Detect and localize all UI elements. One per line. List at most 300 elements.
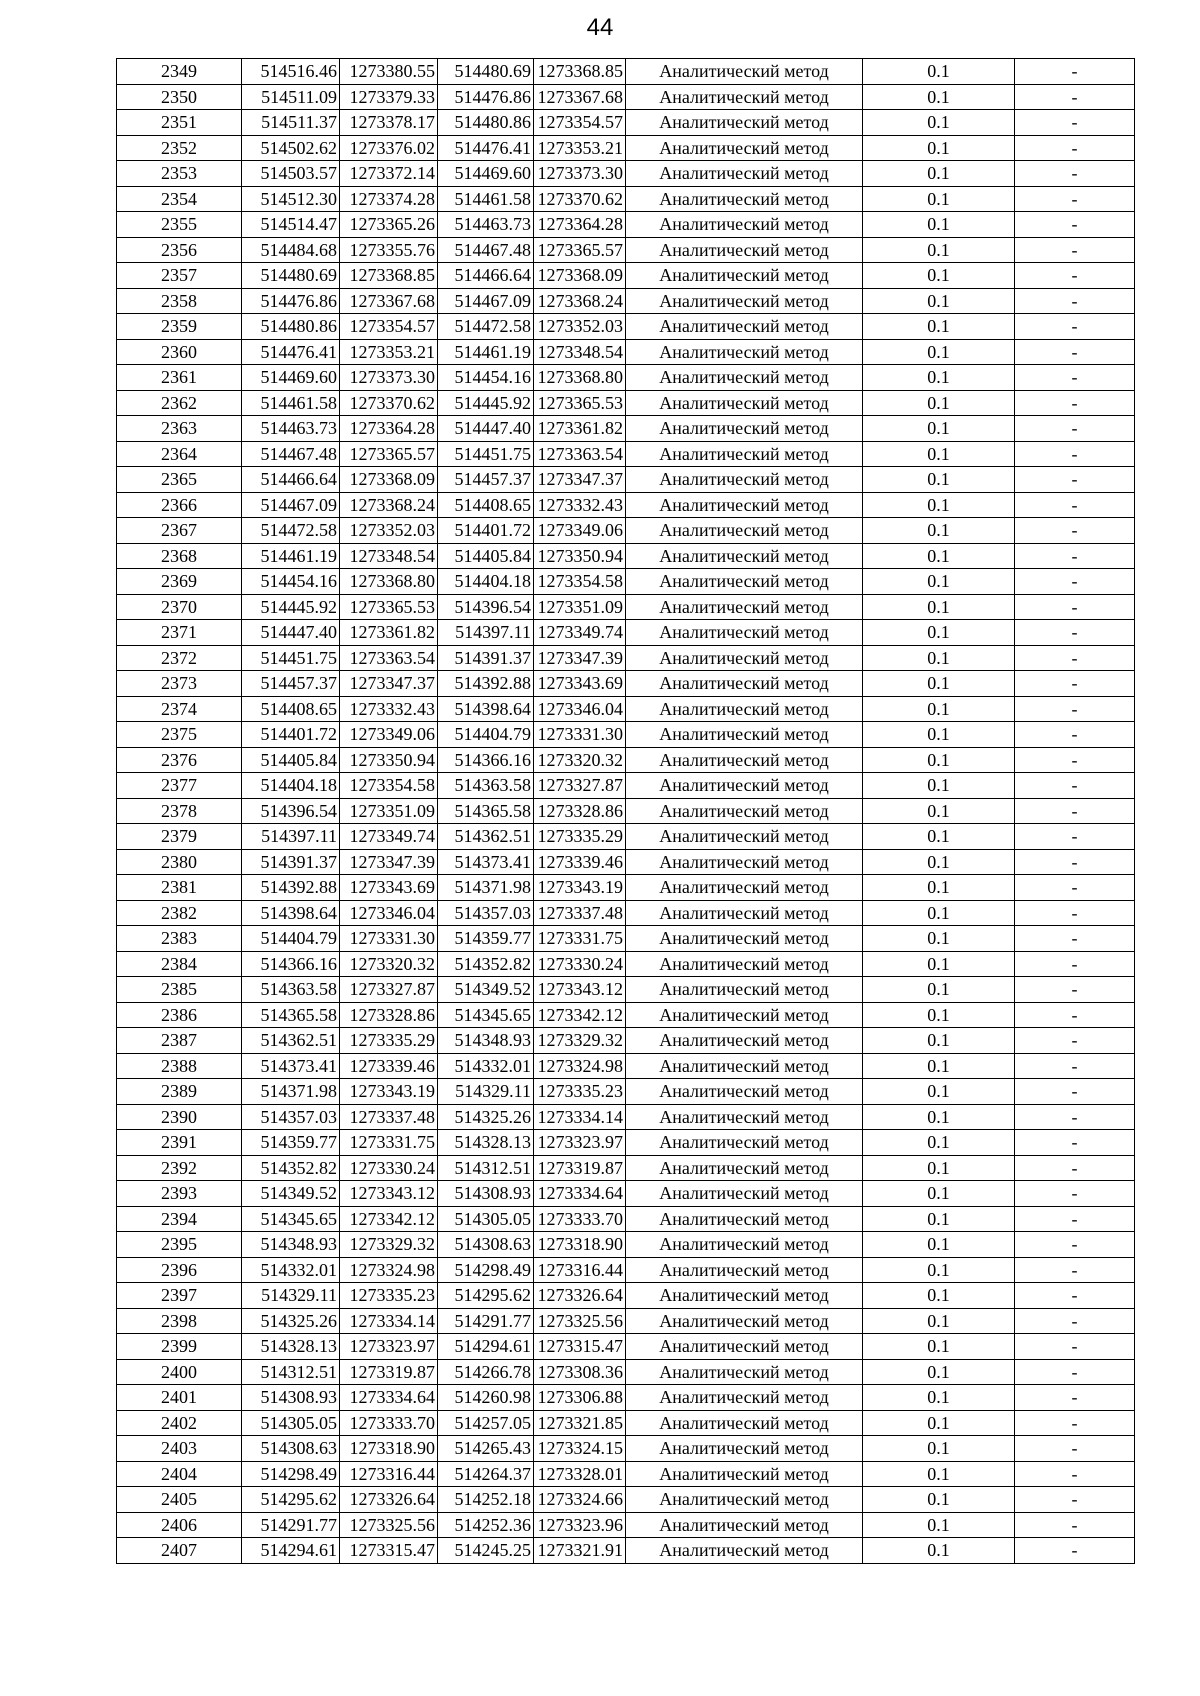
- table-row: [117, 1104, 1135, 1130]
- note-cell: -: [1015, 84, 1135, 110]
- accuracy-cell: 0.1: [863, 492, 1015, 518]
- y1-cell: 1273365.53: [340, 594, 438, 620]
- y1-cell: 1273368.85: [340, 263, 438, 289]
- method-cell: Аналитический метод: [626, 1283, 863, 1309]
- accuracy-cell: 0.1: [863, 135, 1015, 161]
- y1-cell: 1273380.55: [340, 59, 438, 85]
- y2-cell: 1273325.56: [534, 1308, 626, 1334]
- y1-cell: 1273368.09: [340, 467, 438, 493]
- table-row: [117, 390, 1135, 416]
- x2-cell: 514398.64: [438, 696, 534, 722]
- point-number-cell: 2371: [117, 620, 242, 646]
- x1-cell: 514503.57: [242, 161, 340, 187]
- method-cell: Аналитический метод: [626, 1104, 863, 1130]
- point-number-cell: 2363: [117, 416, 242, 442]
- note-cell: -: [1015, 645, 1135, 671]
- point-number-cell: 2351: [117, 110, 242, 136]
- note-cell: -: [1015, 798, 1135, 824]
- y1-cell: 1273374.28: [340, 186, 438, 212]
- accuracy-cell: 0.1: [863, 1334, 1015, 1360]
- note-cell: -: [1015, 1308, 1135, 1334]
- x2-cell: 514291.77: [438, 1308, 534, 1334]
- point-number-cell: 2379: [117, 824, 242, 850]
- table-row: [117, 467, 1135, 493]
- point-number-cell: 2407: [117, 1538, 242, 1564]
- table-row: [117, 849, 1135, 875]
- table-row: [117, 1461, 1135, 1487]
- point-number-cell: 2354: [117, 186, 242, 212]
- y1-cell: 1273347.37: [340, 671, 438, 697]
- point-number-cell: 2355: [117, 212, 242, 238]
- point-number-cell: 2364: [117, 441, 242, 467]
- x1-cell: 514461.58: [242, 390, 340, 416]
- point-number-cell: 2352: [117, 135, 242, 161]
- method-cell: Аналитический метод: [626, 722, 863, 748]
- accuracy-cell: 0.1: [863, 186, 1015, 212]
- point-number-cell: 2358: [117, 288, 242, 314]
- y2-cell: 1273368.09: [534, 263, 626, 289]
- table-row: [117, 977, 1135, 1003]
- point-number-cell: 2359: [117, 314, 242, 340]
- point-number-cell: 2402: [117, 1410, 242, 1436]
- method-cell: Аналитический метод: [626, 1461, 863, 1487]
- accuracy-cell: 0.1: [863, 1130, 1015, 1156]
- point-number-cell: 2384: [117, 951, 242, 977]
- point-number-cell: 2397: [117, 1283, 242, 1309]
- point-number-cell: 2392: [117, 1155, 242, 1181]
- method-cell: Аналитический метод: [626, 237, 863, 263]
- table-row: [117, 1308, 1135, 1334]
- method-cell: Аналитический метод: [626, 339, 863, 365]
- accuracy-cell: 0.1: [863, 951, 1015, 977]
- method-cell: Аналитический метод: [626, 594, 863, 620]
- table-row: [117, 212, 1135, 238]
- table-row: [117, 1079, 1135, 1105]
- x1-cell: 514463.73: [242, 416, 340, 442]
- table-row: [117, 441, 1135, 467]
- y2-cell: 1273335.23: [534, 1079, 626, 1105]
- x1-cell: 514404.79: [242, 926, 340, 952]
- point-number-cell: 2398: [117, 1308, 242, 1334]
- y2-cell: 1273316.44: [534, 1257, 626, 1283]
- table-row: [117, 671, 1135, 697]
- table-row: [117, 1257, 1135, 1283]
- y1-cell: 1273354.57: [340, 314, 438, 340]
- point-number-cell: 2386: [117, 1002, 242, 1028]
- table-row: [117, 1181, 1135, 1207]
- y2-cell: 1273321.91: [534, 1538, 626, 1564]
- note-cell: -: [1015, 110, 1135, 136]
- point-number-cell: 2366: [117, 492, 242, 518]
- table-row: [117, 722, 1135, 748]
- method-cell: Аналитический метод: [626, 1002, 863, 1028]
- y1-cell: 1273329.32: [340, 1232, 438, 1258]
- note-cell: -: [1015, 977, 1135, 1003]
- x2-cell: 514332.01: [438, 1053, 534, 1079]
- y1-cell: 1273324.98: [340, 1257, 438, 1283]
- note-cell: -: [1015, 1385, 1135, 1411]
- method-cell: Аналитический метод: [626, 84, 863, 110]
- y2-cell: 1273373.30: [534, 161, 626, 187]
- y2-cell: 1273308.36: [534, 1359, 626, 1385]
- y2-cell: 1273343.69: [534, 671, 626, 697]
- y1-cell: 1273331.75: [340, 1130, 438, 1156]
- method-cell: Аналитический метод: [626, 747, 863, 773]
- note-cell: -: [1015, 696, 1135, 722]
- table-row: [117, 900, 1135, 926]
- table-body: [117, 59, 1135, 1564]
- point-number-cell: 2385: [117, 977, 242, 1003]
- y1-cell: 1273365.57: [340, 441, 438, 467]
- point-number-cell: 2399: [117, 1334, 242, 1360]
- y2-cell: 1273370.62: [534, 186, 626, 212]
- x2-cell: 514408.65: [438, 492, 534, 518]
- note-cell: -: [1015, 543, 1135, 569]
- table-row: [117, 288, 1135, 314]
- method-cell: Аналитический метод: [626, 1232, 863, 1258]
- x1-cell: 514357.03: [242, 1104, 340, 1130]
- x1-cell: 514451.75: [242, 645, 340, 671]
- point-number-cell: 2377: [117, 773, 242, 799]
- x1-cell: 514349.52: [242, 1181, 340, 1207]
- accuracy-cell: 0.1: [863, 594, 1015, 620]
- note-cell: -: [1015, 365, 1135, 391]
- accuracy-cell: 0.1: [863, 773, 1015, 799]
- accuracy-cell: 0.1: [863, 390, 1015, 416]
- x2-cell: 514305.05: [438, 1206, 534, 1232]
- method-cell: Аналитический метод: [626, 1385, 863, 1411]
- note-cell: -: [1015, 1410, 1135, 1436]
- y2-cell: 1273324.66: [534, 1487, 626, 1513]
- note-cell: -: [1015, 1104, 1135, 1130]
- note-cell: -: [1015, 875, 1135, 901]
- x2-cell: 514328.13: [438, 1130, 534, 1156]
- method-cell: Аналитический метод: [626, 161, 863, 187]
- y1-cell: 1273370.62: [340, 390, 438, 416]
- y1-cell: 1273343.19: [340, 1079, 438, 1105]
- point-number-cell: 2378: [117, 798, 242, 824]
- x1-cell: 514469.60: [242, 365, 340, 391]
- x1-cell: 514291.77: [242, 1512, 340, 1538]
- method-cell: Аналитический метод: [626, 467, 863, 493]
- table-row: [117, 620, 1135, 646]
- x1-cell: 514397.11: [242, 824, 340, 850]
- y1-cell: 1273335.23: [340, 1283, 438, 1309]
- y1-cell: 1273337.48: [340, 1104, 438, 1130]
- note-cell: -: [1015, 263, 1135, 289]
- table-row: [117, 1002, 1135, 1028]
- y1-cell: 1273365.26: [340, 212, 438, 238]
- x2-cell: 514467.48: [438, 237, 534, 263]
- accuracy-cell: 0.1: [863, 339, 1015, 365]
- x2-cell: 514252.36: [438, 1512, 534, 1538]
- note-cell: -: [1015, 773, 1135, 799]
- accuracy-cell: 0.1: [863, 926, 1015, 952]
- x2-cell: 514362.51: [438, 824, 534, 850]
- accuracy-cell: 0.1: [863, 1436, 1015, 1462]
- y1-cell: 1273367.68: [340, 288, 438, 314]
- page-number: 44: [586, 14, 614, 41]
- x2-cell: 514266.78: [438, 1359, 534, 1385]
- point-number-cell: 2369: [117, 569, 242, 595]
- point-number-cell: 2394: [117, 1206, 242, 1232]
- note-cell: -: [1015, 518, 1135, 544]
- x1-cell: 514511.37: [242, 110, 340, 136]
- y2-cell: 1273368.80: [534, 365, 626, 391]
- note-cell: -: [1015, 161, 1135, 187]
- x1-cell: 514345.65: [242, 1206, 340, 1232]
- method-cell: Аналитический метод: [626, 1028, 863, 1054]
- y1-cell: 1273333.70: [340, 1410, 438, 1436]
- x2-cell: 514461.19: [438, 339, 534, 365]
- table-row: [117, 1385, 1135, 1411]
- point-number-cell: 2365: [117, 467, 242, 493]
- y1-cell: 1273315.47: [340, 1538, 438, 1564]
- accuracy-cell: 0.1: [863, 416, 1015, 442]
- point-number-cell: 2360: [117, 339, 242, 365]
- method-cell: Аналитический метод: [626, 620, 863, 646]
- x2-cell: 514295.62: [438, 1283, 534, 1309]
- x2-cell: 514325.26: [438, 1104, 534, 1130]
- y2-cell: 1273363.54: [534, 441, 626, 467]
- table-row: [117, 84, 1135, 110]
- x1-cell: 514392.88: [242, 875, 340, 901]
- accuracy-cell: 0.1: [863, 1512, 1015, 1538]
- note-cell: -: [1015, 1028, 1135, 1054]
- y2-cell: 1273337.48: [534, 900, 626, 926]
- table-row: [117, 59, 1135, 85]
- note-cell: -: [1015, 186, 1135, 212]
- method-cell: Аналитический метод: [626, 1436, 863, 1462]
- method-cell: Аналитический метод: [626, 1512, 863, 1538]
- point-number-cell: 2349: [117, 59, 242, 85]
- note-cell: -: [1015, 1461, 1135, 1487]
- table-row: [117, 135, 1135, 161]
- table-row: [117, 1053, 1135, 1079]
- method-cell: Аналитический метод: [626, 671, 863, 697]
- x1-cell: 514363.58: [242, 977, 340, 1003]
- point-number-cell: 2356: [117, 237, 242, 263]
- x2-cell: 514445.92: [438, 390, 534, 416]
- accuracy-cell: 0.1: [863, 518, 1015, 544]
- y2-cell: 1273347.37: [534, 467, 626, 493]
- x2-cell: 514467.09: [438, 288, 534, 314]
- note-cell: -: [1015, 1436, 1135, 1462]
- x2-cell: 514392.88: [438, 671, 534, 697]
- accuracy-cell: 0.1: [863, 314, 1015, 340]
- accuracy-cell: 0.1: [863, 1410, 1015, 1436]
- accuracy-cell: 0.1: [863, 110, 1015, 136]
- table-row: [117, 186, 1135, 212]
- y2-cell: 1273318.90: [534, 1232, 626, 1258]
- method-cell: Аналитический метод: [626, 849, 863, 875]
- x2-cell: 514359.77: [438, 926, 534, 952]
- x1-cell: 514332.01: [242, 1257, 340, 1283]
- x1-cell: 514366.16: [242, 951, 340, 977]
- y1-cell: 1273325.56: [340, 1512, 438, 1538]
- table-row: [117, 492, 1135, 518]
- x2-cell: 514466.64: [438, 263, 534, 289]
- y2-cell: 1273343.12: [534, 977, 626, 1003]
- y1-cell: 1273339.46: [340, 1053, 438, 1079]
- x2-cell: 514308.63: [438, 1232, 534, 1258]
- x1-cell: 514391.37: [242, 849, 340, 875]
- x1-cell: 514308.63: [242, 1436, 340, 1462]
- x2-cell: 514480.69: [438, 59, 534, 85]
- x1-cell: 514294.61: [242, 1538, 340, 1564]
- accuracy-cell: 0.1: [863, 161, 1015, 187]
- method-cell: Аналитический метод: [626, 1206, 863, 1232]
- point-number-cell: 2357: [117, 263, 242, 289]
- table-row: [117, 773, 1135, 799]
- x1-cell: 514404.18: [242, 773, 340, 799]
- x1-cell: 514405.84: [242, 747, 340, 773]
- note-cell: -: [1015, 1053, 1135, 1079]
- x1-cell: 514365.58: [242, 1002, 340, 1028]
- y1-cell: 1273373.30: [340, 365, 438, 391]
- x2-cell: 514298.49: [438, 1257, 534, 1283]
- y1-cell: 1273355.76: [340, 237, 438, 263]
- point-number-cell: 2383: [117, 926, 242, 952]
- point-number-cell: 2353: [117, 161, 242, 187]
- y1-cell: 1273352.03: [340, 518, 438, 544]
- y2-cell: 1273353.21: [534, 135, 626, 161]
- accuracy-cell: 0.1: [863, 1538, 1015, 1564]
- x2-cell: 514454.16: [438, 365, 534, 391]
- x2-cell: 514329.11: [438, 1079, 534, 1105]
- point-number-cell: 2362: [117, 390, 242, 416]
- y1-cell: 1273334.14: [340, 1308, 438, 1334]
- table-row: [117, 824, 1135, 850]
- accuracy-cell: 0.1: [863, 1181, 1015, 1207]
- note-cell: -: [1015, 441, 1135, 467]
- note-cell: -: [1015, 849, 1135, 875]
- point-number-cell: 2404: [117, 1461, 242, 1487]
- accuracy-cell: 0.1: [863, 1002, 1015, 1028]
- y2-cell: 1273334.14: [534, 1104, 626, 1130]
- y2-cell: 1273323.97: [534, 1130, 626, 1156]
- x1-cell: 514325.26: [242, 1308, 340, 1334]
- y2-cell: 1273331.75: [534, 926, 626, 952]
- method-cell: Аналитический метод: [626, 416, 863, 442]
- note-cell: -: [1015, 594, 1135, 620]
- note-cell: -: [1015, 1079, 1135, 1105]
- accuracy-cell: 0.1: [863, 59, 1015, 85]
- y1-cell: 1273319.87: [340, 1359, 438, 1385]
- x2-cell: 514294.61: [438, 1334, 534, 1360]
- x2-cell: 514401.72: [438, 518, 534, 544]
- method-cell: Аналитический метод: [626, 1257, 863, 1283]
- point-number-cell: 2370: [117, 594, 242, 620]
- method-cell: Аналитический метод: [626, 798, 863, 824]
- accuracy-cell: 0.1: [863, 1079, 1015, 1105]
- y2-cell: 1273324.15: [534, 1436, 626, 1462]
- note-cell: -: [1015, 1181, 1135, 1207]
- table-row: [117, 237, 1135, 263]
- x2-cell: 514366.16: [438, 747, 534, 773]
- accuracy-cell: 0.1: [863, 1053, 1015, 1079]
- note-cell: -: [1015, 416, 1135, 442]
- y1-cell: 1273353.21: [340, 339, 438, 365]
- x2-cell: 514357.03: [438, 900, 534, 926]
- point-number-cell: 2367: [117, 518, 242, 544]
- accuracy-cell: 0.1: [863, 1155, 1015, 1181]
- method-cell: Аналитический метод: [626, 1487, 863, 1513]
- y2-cell: 1273332.43: [534, 492, 626, 518]
- accuracy-cell: 0.1: [863, 824, 1015, 850]
- note-cell: -: [1015, 314, 1135, 340]
- table-row: [117, 1410, 1135, 1436]
- point-number-cell: 2395: [117, 1232, 242, 1258]
- x2-cell: 514463.73: [438, 212, 534, 238]
- x2-cell: 514345.65: [438, 1002, 534, 1028]
- accuracy-cell: 0.1: [863, 569, 1015, 595]
- y1-cell: 1273327.87: [340, 977, 438, 1003]
- x1-cell: 514305.05: [242, 1410, 340, 1436]
- x1-cell: 514454.16: [242, 569, 340, 595]
- y1-cell: 1273334.64: [340, 1385, 438, 1411]
- y2-cell: 1273330.24: [534, 951, 626, 977]
- x1-cell: 514396.54: [242, 798, 340, 824]
- method-cell: Аналитический метод: [626, 441, 863, 467]
- method-cell: Аналитический метод: [626, 1130, 863, 1156]
- y1-cell: 1273349.06: [340, 722, 438, 748]
- y1-cell: 1273347.39: [340, 849, 438, 875]
- x1-cell: 514328.13: [242, 1334, 340, 1360]
- x1-cell: 514312.51: [242, 1359, 340, 1385]
- x2-cell: 514260.98: [438, 1385, 534, 1411]
- x1-cell: 514512.30: [242, 186, 340, 212]
- accuracy-cell: 0.1: [863, 543, 1015, 569]
- accuracy-cell: 0.1: [863, 977, 1015, 1003]
- y2-cell: 1273350.94: [534, 543, 626, 569]
- point-number-cell: 2401: [117, 1385, 242, 1411]
- accuracy-cell: 0.1: [863, 237, 1015, 263]
- x1-cell: 514359.77: [242, 1130, 340, 1156]
- accuracy-cell: 0.1: [863, 645, 1015, 671]
- coordinates-table: [116, 58, 1135, 1564]
- x1-cell: 514295.62: [242, 1487, 340, 1513]
- x1-cell: 514398.64: [242, 900, 340, 926]
- accuracy-cell: 0.1: [863, 1206, 1015, 1232]
- method-cell: Аналитический метод: [626, 824, 863, 850]
- table-row: [117, 1334, 1135, 1360]
- table-row: [117, 1206, 1135, 1232]
- table-row: [117, 339, 1135, 365]
- x1-cell: 514472.58: [242, 518, 340, 544]
- x2-cell: 514257.05: [438, 1410, 534, 1436]
- method-cell: Аналитический метод: [626, 696, 863, 722]
- accuracy-cell: 0.1: [863, 798, 1015, 824]
- note-cell: -: [1015, 569, 1135, 595]
- note-cell: -: [1015, 1206, 1135, 1232]
- x1-cell: 514502.62: [242, 135, 340, 161]
- y2-cell: 1273349.06: [534, 518, 626, 544]
- method-cell: Аналитический метод: [626, 110, 863, 136]
- table-row: [117, 365, 1135, 391]
- x2-cell: 514365.58: [438, 798, 534, 824]
- x2-cell: 514396.54: [438, 594, 534, 620]
- accuracy-cell: 0.1: [863, 1104, 1015, 1130]
- method-cell: Аналитический метод: [626, 1308, 863, 1334]
- method-cell: Аналитический метод: [626, 1155, 863, 1181]
- y1-cell: 1273349.74: [340, 824, 438, 850]
- note-cell: -: [1015, 135, 1135, 161]
- y2-cell: 1273326.64: [534, 1283, 626, 1309]
- y2-cell: 1273351.09: [534, 594, 626, 620]
- method-cell: Аналитический метод: [626, 569, 863, 595]
- note-cell: -: [1015, 212, 1135, 238]
